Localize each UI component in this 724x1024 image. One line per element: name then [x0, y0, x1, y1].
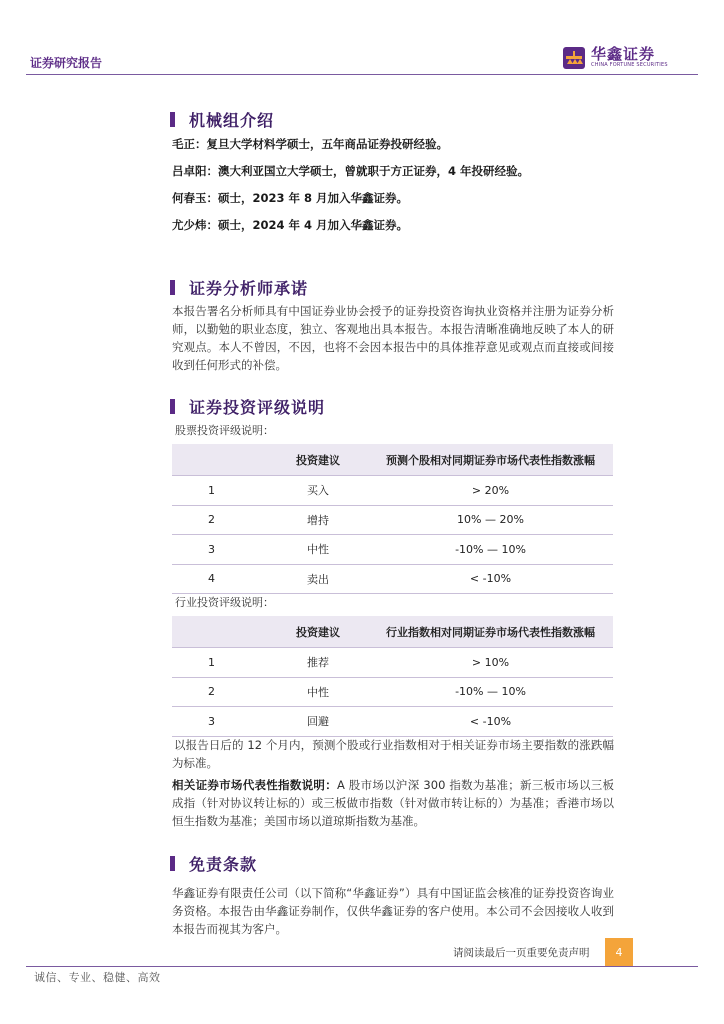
commitment-text: 本报告署名分析师具有中国证券业协会授予的证券投资咨询执业资格并注册为证券分析师，以勤勉的职业态度，独立、客观地出具本报告。本报告清晰准确地反映了本人的研究观点。本人不曾因，不因，也将不会因本报告中的具体推荐意见或观点而直接或间接收到任何形式的补偿。 [172, 304, 614, 372]
table-header-cell: 投资建议 [268, 444, 368, 476]
section-team-heading [170, 108, 274, 131]
report-type-label: 证券研究报告 [30, 56, 103, 70]
table-cell: > 10% [368, 648, 613, 678]
section-marker [170, 280, 175, 295]
section-marker [170, 399, 175, 414]
table-cell: 4 [172, 564, 268, 594]
team-member-2: 吕卓阳：澳大利亚国立大学硕士，曾就职于方正证券，4 年投研经验。 [172, 164, 530, 178]
header-divider [26, 74, 698, 75]
page-number: 4 [605, 938, 633, 966]
footer-disclaimer-note: 请阅读最后一页重要免责声明 [453, 947, 590, 959]
table-cell: < -10% [368, 707, 613, 737]
logo-en-text: CHINA FORTUNE SECURITIES [591, 62, 668, 68]
table-cell: > 20% [368, 476, 613, 506]
table-row [172, 648, 613, 678]
section-title: 证券分析师承诺 [189, 279, 309, 298]
logo-cn-text: 华鑫证券 [591, 45, 656, 63]
industry-rating-label: 行业投资评级说明： [175, 596, 274, 609]
table-row [172, 677, 613, 707]
section-marker [170, 856, 175, 871]
footer-motto: 诚信、专业、稳健、高效 [34, 971, 161, 984]
table-header-cell: 预测个股相对同期证券市场代表性指数涨幅 [368, 444, 613, 476]
table-cell: 中性 [268, 535, 368, 565]
table-cell: -10% — 10% [368, 535, 613, 565]
table-cell: 中性 [268, 677, 368, 707]
section-commitment-heading [170, 276, 308, 299]
index-description-text: A 股市场以沪深 300 指数为基准；新三板市场以三板成指（针对协议转让标的）或三板做市指数（针对做市转让标的）为基准；香港市场以恒生指数为基准；美国市场以道琼斯指数为基准。 [172, 778, 615, 828]
table-cell: 增持 [268, 505, 368, 535]
table-cell: 2 [172, 677, 268, 707]
table-cell: 2 [172, 505, 268, 535]
table-cell: 3 [172, 535, 268, 565]
index-description-label: 相关证券市场代表性指数说明： [172, 778, 337, 792]
section-title: 免责条款 [189, 855, 258, 874]
section-title: 机械组介绍 [189, 111, 275, 130]
table-cell: 推荐 [268, 648, 368, 678]
industry-rating-table [172, 616, 613, 737]
section-rating-heading [170, 395, 325, 418]
table-header-cell: 投资建议 [268, 616, 368, 648]
table-cell: 3 [172, 707, 268, 737]
rating-note: 以报告日后的 12 个月内，预测个股或行业指数相对于相关证券市场主要指数的涨跌幅为标准。 [172, 738, 614, 770]
footer-divider [26, 966, 698, 967]
team-member-4: 尤少炜：硕士，2024 年 4 月加入华鑫证券。 [172, 218, 409, 232]
team-member-1: 毛正：复旦大学材料学硕士，五年商品证券投研经验。 [172, 137, 448, 151]
table-cell: -10% — 10% [368, 677, 613, 707]
section-disclaimer-heading [170, 852, 257, 875]
index-description [172, 776, 614, 830]
table-cell: 1 [172, 648, 268, 678]
section-title: 证券投资评级说明 [189, 398, 326, 417]
table-cell: 10% — 20% [368, 505, 613, 535]
table-cell: 买入 [268, 476, 368, 506]
section-marker [170, 112, 175, 127]
table-header-cell: 行业指数相对同期证券市场代表性指数涨幅 [368, 616, 613, 648]
table-row [172, 476, 613, 506]
table-row [172, 505, 613, 535]
stock-rating-table [172, 444, 613, 594]
table-cell: 卖出 [268, 564, 368, 594]
table-row [172, 535, 613, 565]
table-cell: 回避 [268, 707, 368, 737]
table-cell: 1 [172, 476, 268, 506]
stock-rating-label: 股票投资评级说明： [175, 424, 274, 437]
table-header-row [172, 616, 613, 648]
table-header-row [172, 444, 613, 476]
logo-mark-icon [563, 47, 585, 69]
table-cell: < -10% [368, 564, 613, 594]
table-row [172, 707, 613, 737]
table-row [172, 564, 613, 594]
team-member-3: 何春玉：硕士，2023 年 8 月加入华鑫证券。 [172, 191, 409, 205]
table-header-cell [172, 444, 268, 476]
disclaimer-text: 华鑫证券有限责任公司（以下简称“华鑫证券”）具有中国证监会核准的证券投资咨询业务资格。本报告由华鑫证券制作，仅供华鑫证券的客户使用。本公司不会因接收人收到本报告而视其为客户。 [172, 886, 614, 936]
company-logo [563, 46, 668, 69]
table-header-cell [172, 616, 268, 648]
